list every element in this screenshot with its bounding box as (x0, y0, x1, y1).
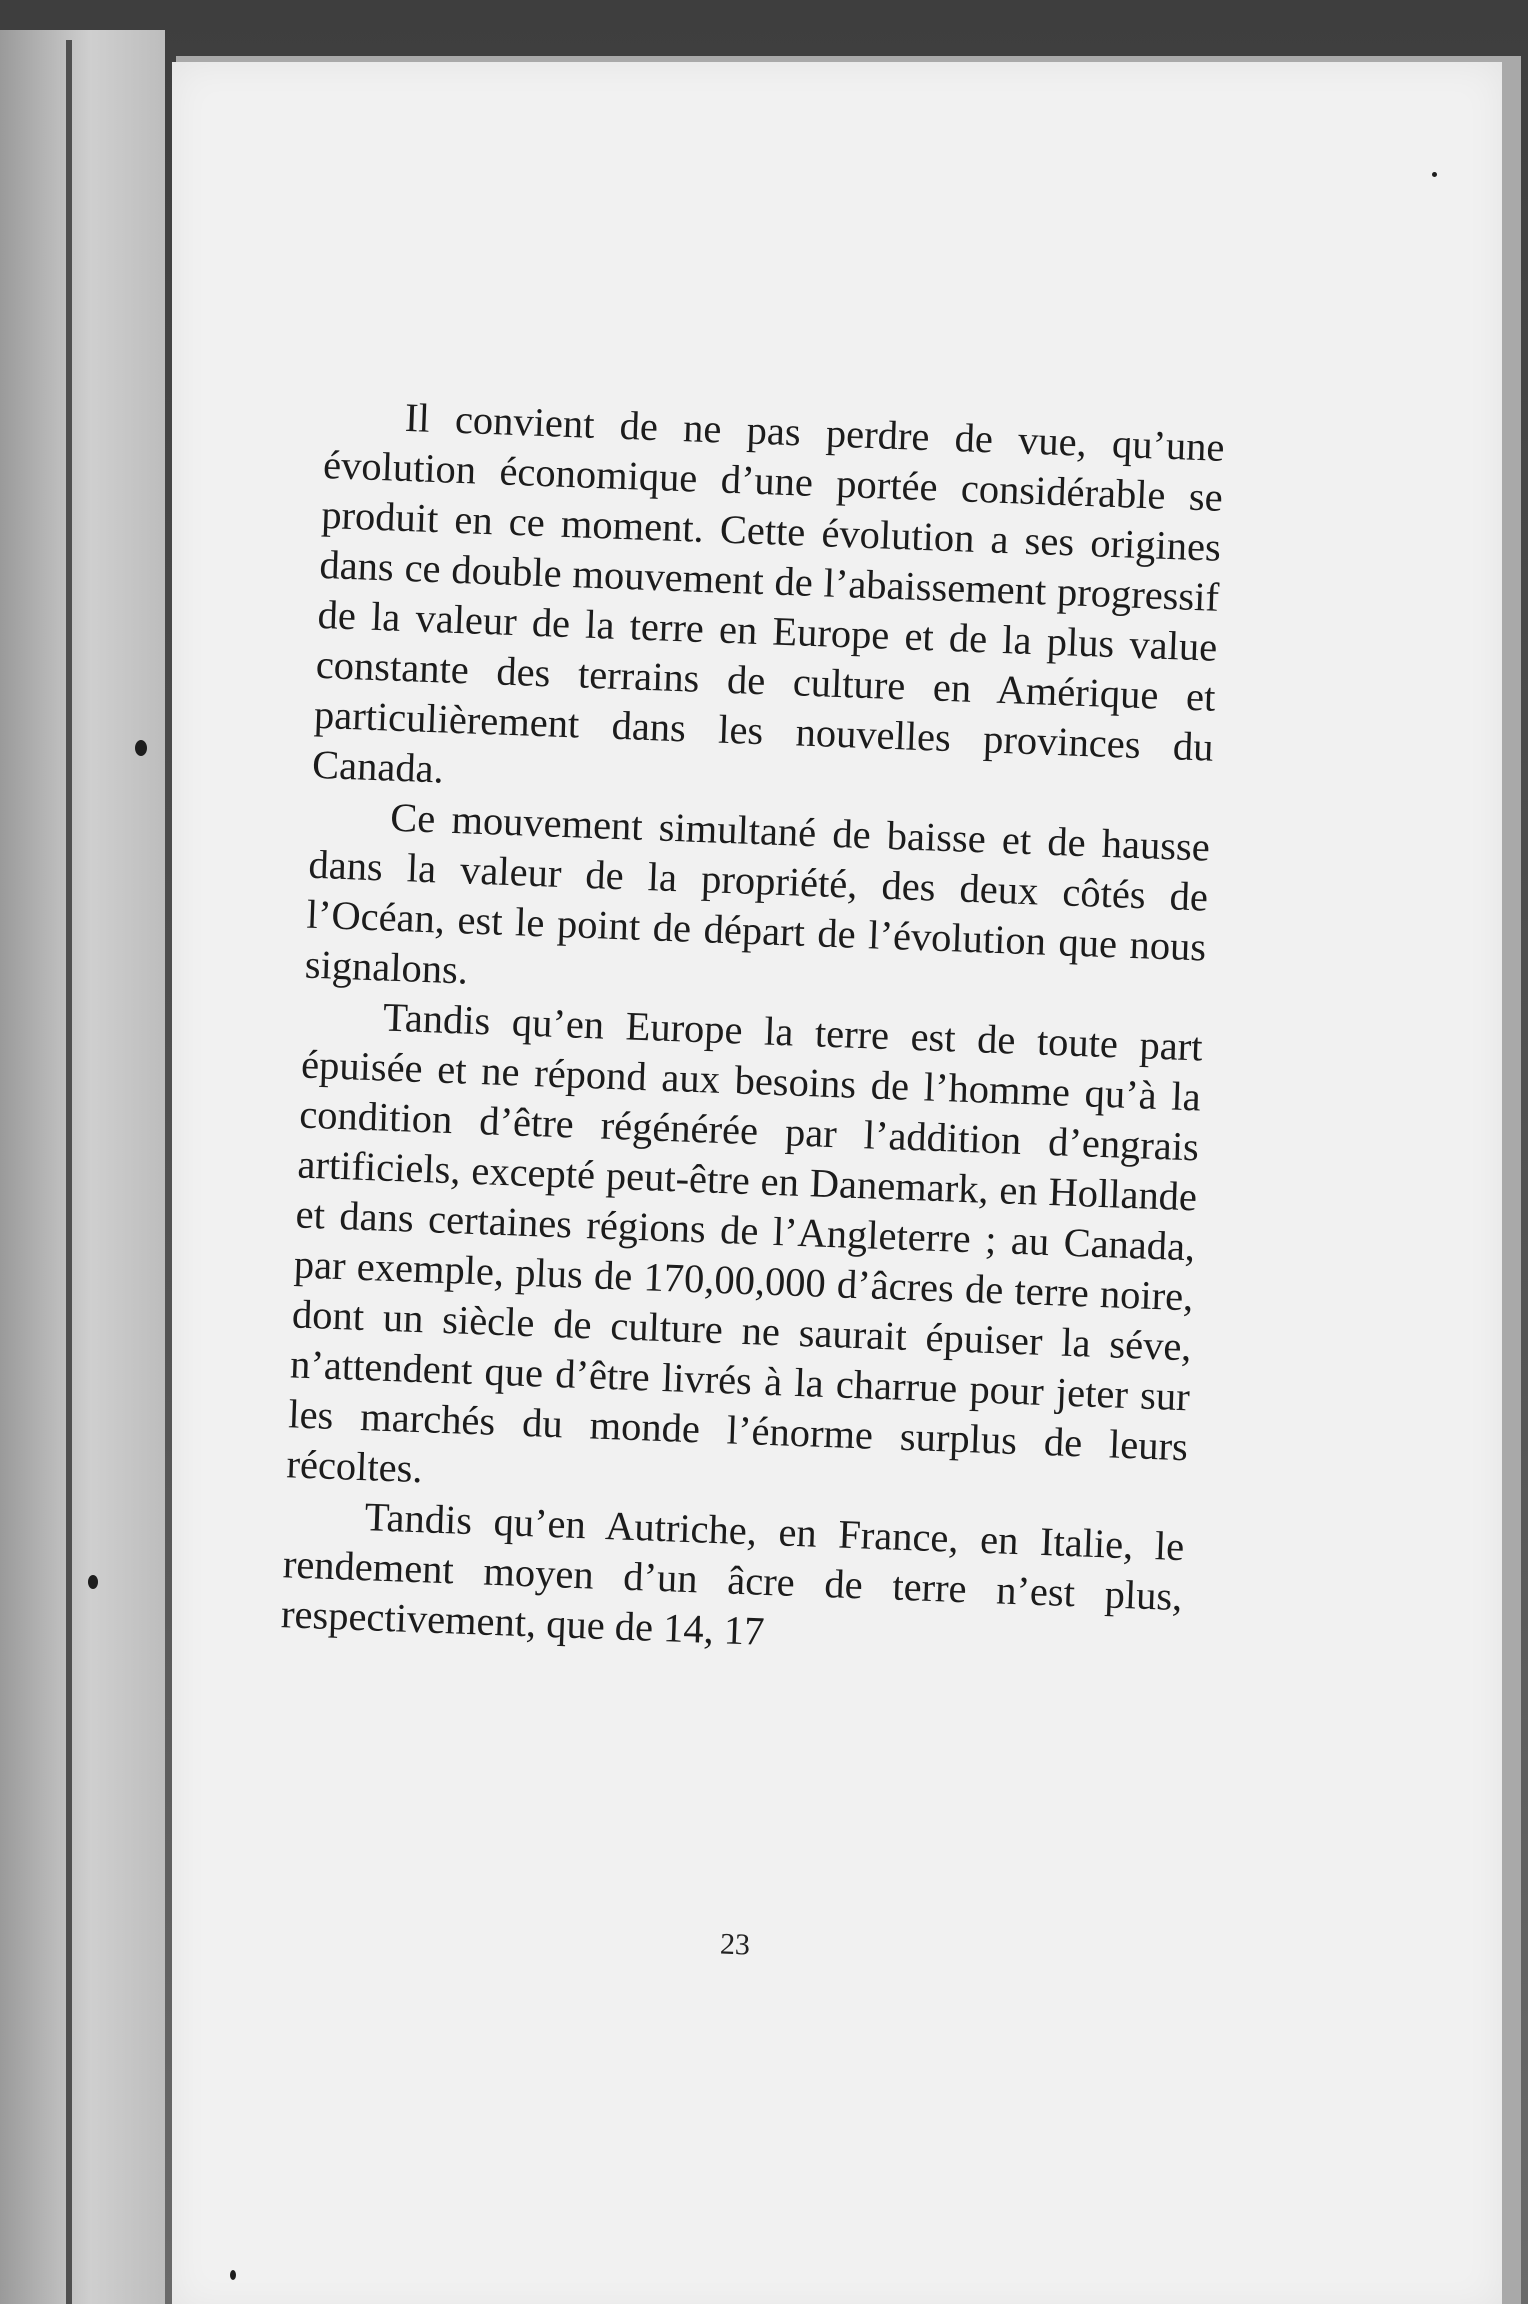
book-gutter (66, 40, 72, 2304)
dust-speck (88, 1575, 98, 1589)
body-text (280, 390, 1225, 1672)
dust-speck (230, 2270, 236, 2280)
page-number: 23 (719, 1927, 751, 1962)
paragraph-2: Ce mouvement simultané de baisse et de hausse dans la valeur de la propriété, des deux côtés de l’Océan, est le point de départ de l’évolution que nous signalons. (304, 794, 1211, 993)
dust-speck (1432, 172, 1437, 177)
paragraph-4: Tandis qu’en Autriche, en France, en Italie, le rendement moyen d’un âcre de terre n’est plus, respectivement, que de 14, 17 (280, 1494, 1186, 1654)
left-page-edge (0, 30, 165, 2304)
dust-speck (135, 740, 147, 756)
paragraph-1: Il convient de ne pas perdre de vue, qu’une évolution économique d’une portée considérable se produit en ce moment. Cette évolution a ses origines dans ce double mouvement de l’abaissement progressif de la valeur de la terre en Europe et de la plus value constante des terrains de culture en Amérique et particulièrement dans les nouvelles provinces du Canada. (311, 394, 1226, 792)
paragraph-3: Tandis qu’en Europe la terre est de toute part épuisée et ne répond aux besoins de l’homme qu’à la condition d’être régénérée par l’addition d’engrais artificiels, excepté peut-être en Danemark, en Hollande et dans certaines régions de l’Angleterre ; au Canada, par exemple, plus de 170,00,000 d’âcres de terre noire, dont un siècle de culture ne saurait épuiser la séve, n’attendent que d’être livrés à la charrue pour jeter sur les marchés du monde l’énorme surplus de leurs récoltes. (285, 994, 1204, 1492)
